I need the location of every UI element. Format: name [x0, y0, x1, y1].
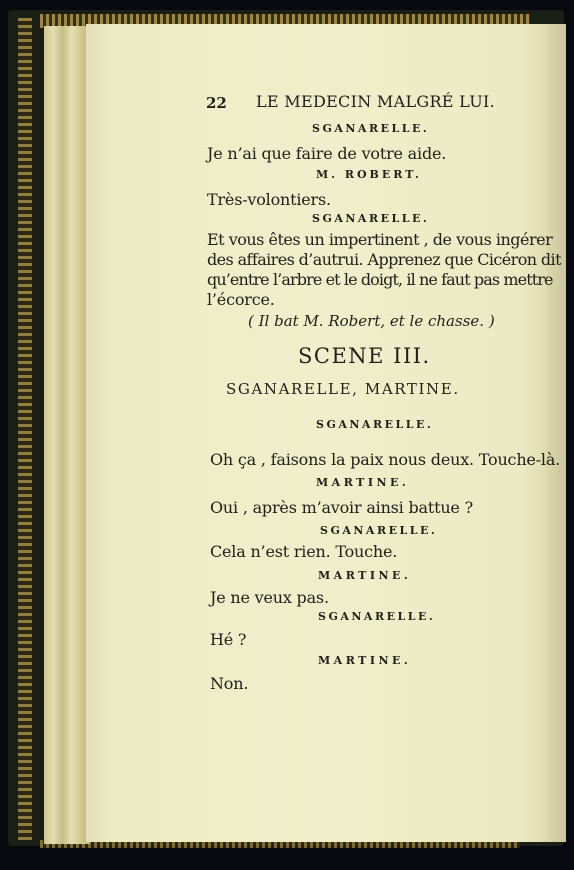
- speaker-label: MARTINE.: [316, 476, 410, 489]
- scene-cast: SGANARELLE, MARTINE.: [226, 380, 460, 398]
- dialogue-line: Je ne veux pas.: [210, 588, 329, 607]
- dialogue-line: Oui , après m’avoir ainsi battue ?: [210, 498, 473, 517]
- dialogue-line: Hé ?: [210, 630, 247, 649]
- speaker-label: SGANARELLE.: [320, 524, 438, 537]
- dialogue-line: Oh ça , faisons la paix nous deux. Touche-là.: [210, 450, 561, 469]
- speaker-label: SGANARELLE.: [312, 212, 430, 225]
- speaker-label: SGANARELLE.: [318, 610, 436, 623]
- dialogue-line: Et vous êtes un impertinent , de vous ingérer: [207, 230, 553, 249]
- dialogue-line: Très-volontiers.: [207, 190, 331, 209]
- dialogue-line: Non.: [210, 674, 249, 693]
- gilt-border-left: [18, 18, 32, 840]
- running-title: LE MEDECIN MALGRÉ LUI.: [256, 92, 496, 111]
- dialogue-line: qu’entre l’arbre et le doigt, il ne faut pas mettre: [207, 270, 553, 289]
- page-number: 22: [206, 94, 227, 112]
- speaker-label: MARTINE.: [318, 654, 412, 667]
- speaker-label: SGANARELLE.: [312, 122, 430, 135]
- page-edges: [44, 26, 90, 844]
- speaker-label: M. ROBERT.: [316, 168, 422, 181]
- book-page: [86, 24, 561, 842]
- dialogue-line: l’écorce.: [207, 290, 275, 309]
- dialogue-line: des affaires d’autrui. Apprenez que Cicéron dit: [207, 250, 561, 269]
- speaker-label: SGANARELLE.: [316, 418, 434, 431]
- speaker-label: MARTINE.: [318, 569, 412, 582]
- stage-direction: ( Il bat M. Robert, et le chasse. ): [248, 312, 495, 330]
- facing-page-edge: [546, 24, 566, 842]
- dialogue-line: Je n’ai que faire de votre aide.: [207, 144, 447, 163]
- scene-title: SCENE III.: [298, 344, 431, 368]
- dialogue-line: Cela n’est rien. Touche.: [210, 542, 398, 561]
